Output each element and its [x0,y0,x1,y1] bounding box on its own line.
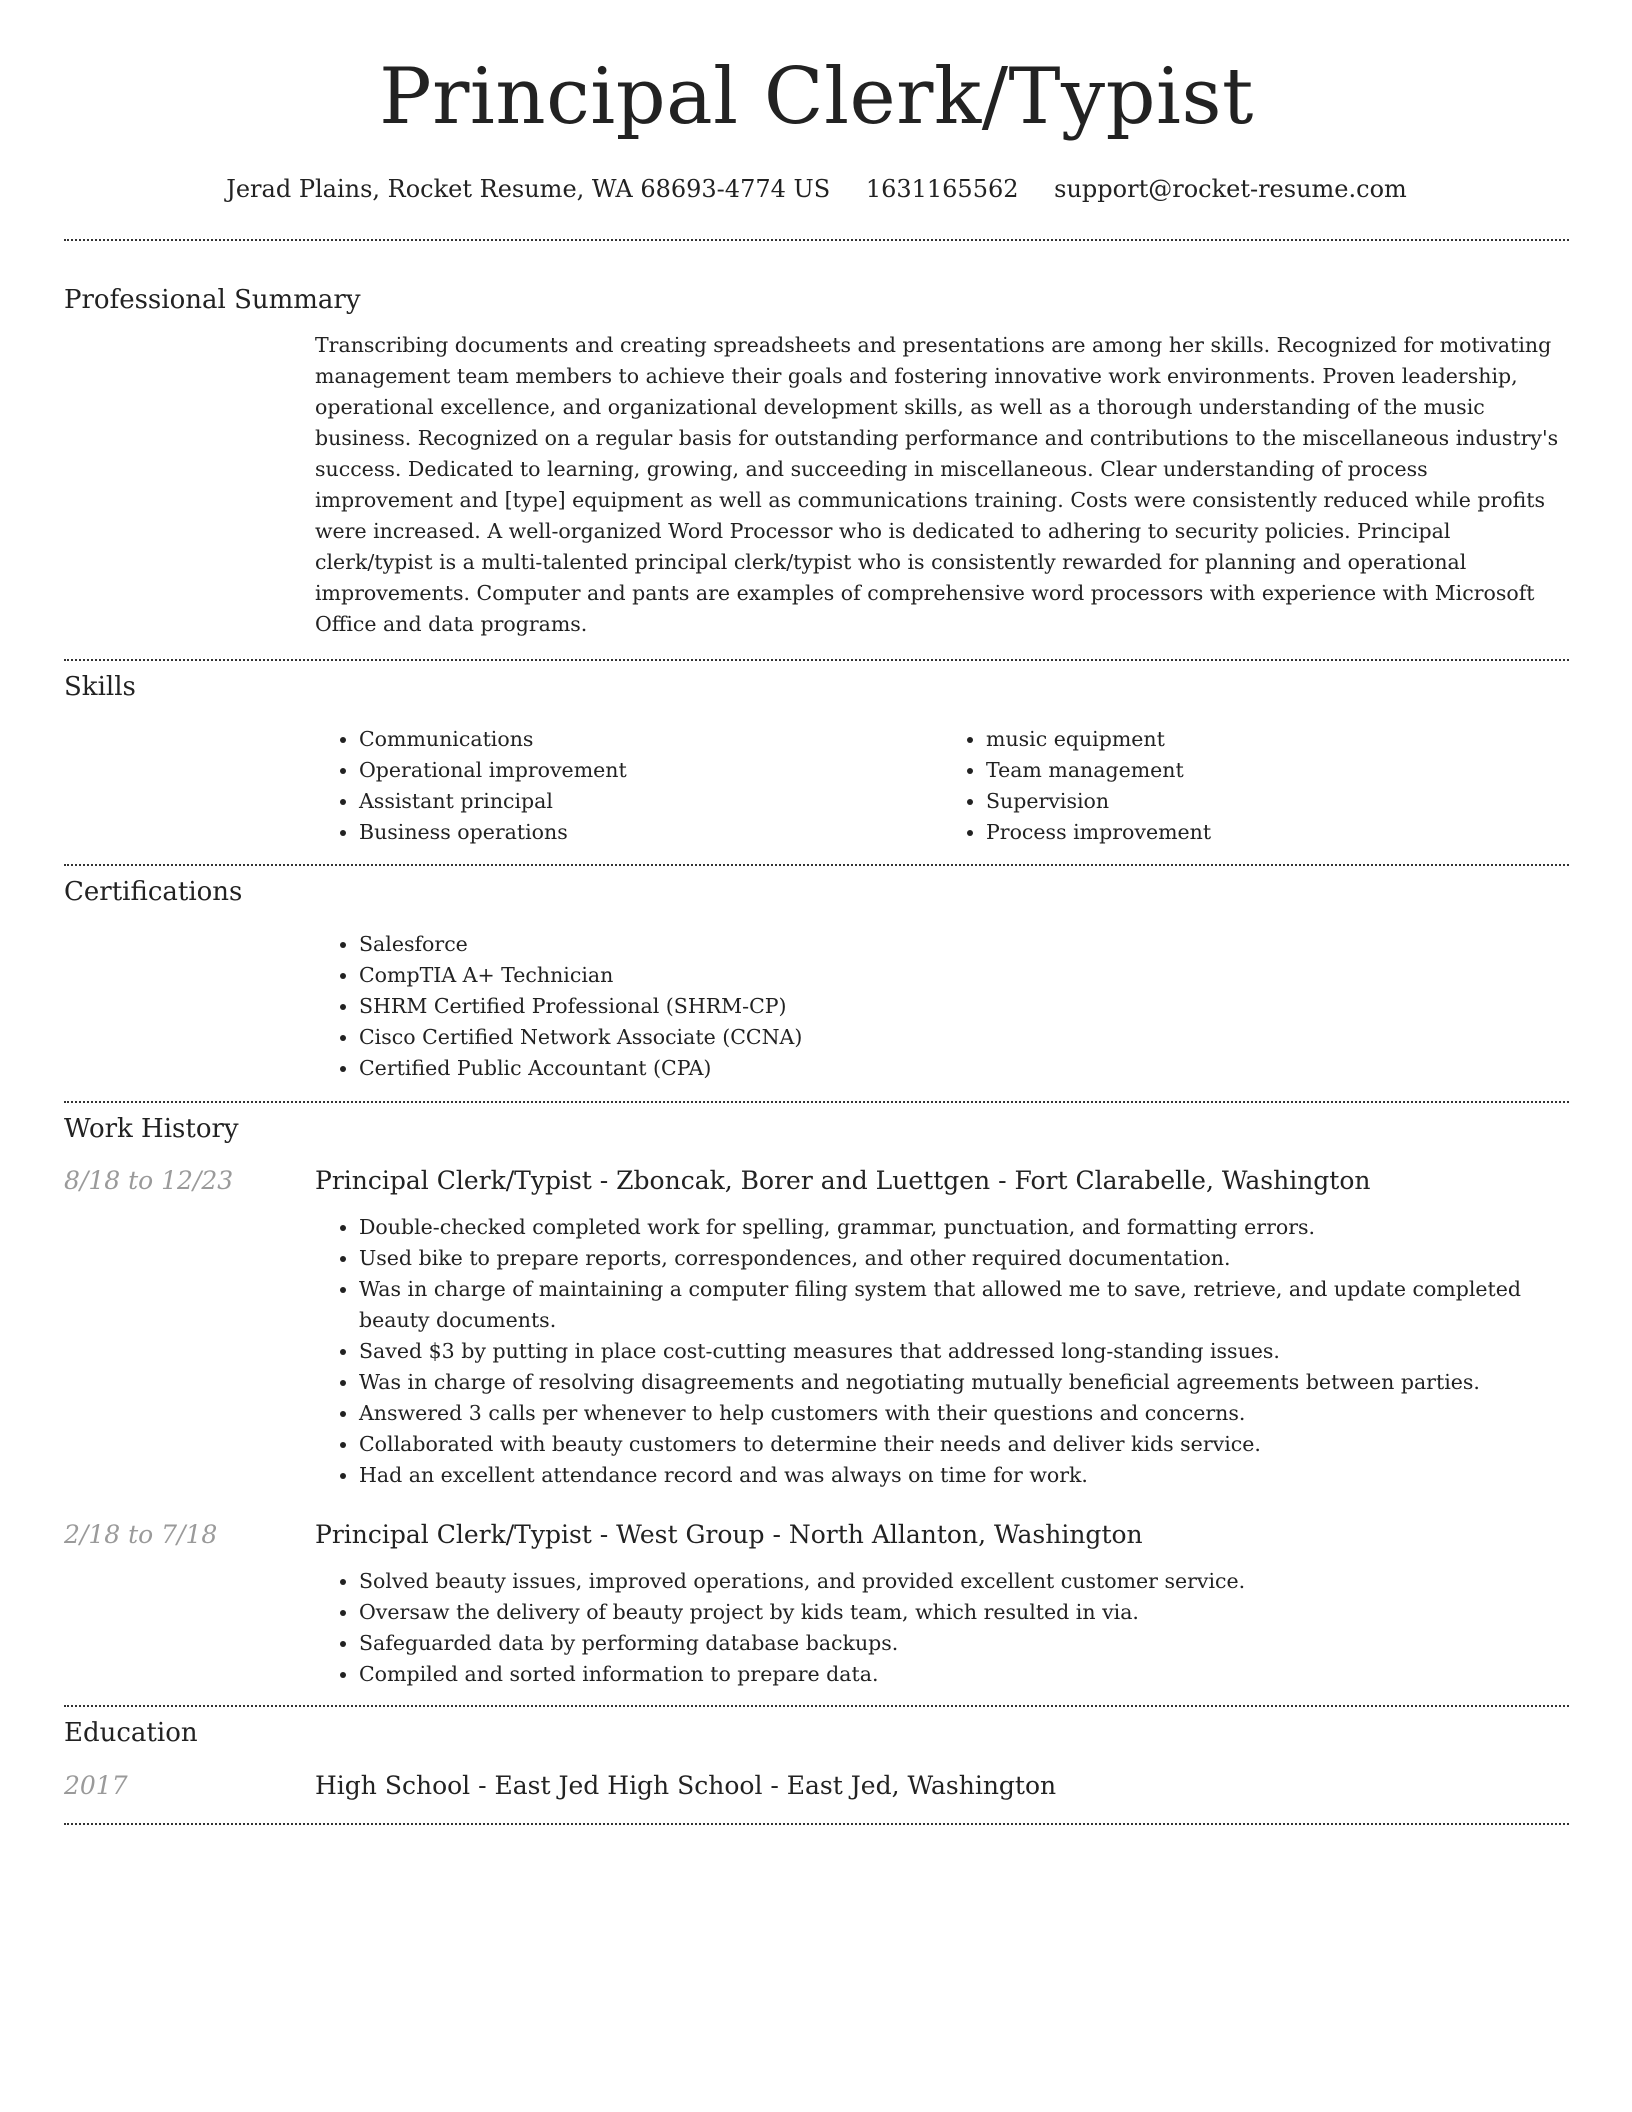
job-header [64,1164,1569,1198]
divider [64,1823,1569,1825]
divider [64,239,1569,241]
certification-item: • CompTIA A+ Technician [359,960,1569,991]
job-heading: Principal Clerk/Typist - Zboncak, Borer and Luettgen - Fort Clarabelle, Washington [315,1166,1371,1195]
certification-item: • Certified Public Accountant (CPA) [359,1053,1569,1084]
job-dates: 2/18 to 7/18 [64,1520,218,1549]
work-title: Work History [64,1114,239,1144]
certifications-title: Certifications [64,877,243,907]
duty-item: • Used bike to prepare reports, correspondences, and other required documentation. [359,1243,1569,1274]
duty-item: • Was in charge of maintaining a computer filing system that allowed me to save, retrieve, and update completed beauty documents. [359,1274,1569,1336]
education-section [64,1717,1569,1803]
duty-item: • Collaborated with beauty customers to determine their needs and deliver kids service. [359,1429,1569,1460]
summary-section [64,284,1569,640]
skill-item: • Supervision [986,786,1569,817]
duty-item: • Saved $3 by putting in place cost-cutting measures that addressed long-standing issues. [359,1336,1569,1367]
job-dates: 8/18 to 12/23 [64,1166,234,1195]
divider [64,864,1569,866]
duty-item: • Double-checked completed work for spelling, grammar, punctuation, and formatting errors. [359,1212,1569,1243]
job-duties-list [315,1566,1569,1690]
duty-item: • Oversaw the delivery of beauty project by kids team, which resulted in via. [359,1597,1569,1628]
certifications-section [64,876,1569,1084]
skill-item: • Communications [359,724,942,755]
education-entry [64,1769,1569,1803]
duty-item: • Safeguarded data by performing database backups. [359,1628,1569,1659]
certification-item: • SHRM Certified Professional (SHRM-CP) [359,991,1569,1022]
duty-item: • Was in charge of resolving disagreements and negotiating mutually beneficial agreements between parties. [359,1367,1569,1398]
job-duties-list [315,1212,1569,1491]
duty-item: • Had an excellent attendance record and was always on time for work. [359,1460,1569,1491]
skill-item: • Business operations [359,817,942,848]
skill-item: • Process improvement [986,817,1569,848]
education-title: Education [64,1718,198,1748]
certification-item: • Cisco Certified Network Associate (CCNA) [359,1022,1569,1053]
contact-email: support@rocket-resume.com [1054,175,1407,203]
skills-title: Skills [64,672,136,702]
skills-list-right [942,724,1569,848]
skill-item: • Team management [986,755,1569,786]
certifications-block [315,929,1569,1084]
job-heading: Principal Clerk/Typist - West Group - North Allanton, Washington [315,1520,1143,1549]
education-date: 2017 [64,1771,128,1800]
skills-list-left [315,724,942,848]
duty-item: • Answered 3 calls per whenever to help customers with their questions and concerns. [359,1398,1569,1429]
skill-item: • Operational improvement [359,755,942,786]
contact-address: Jerad Plains, Rocket Resume, WA 68693-4774 US [226,175,831,203]
certifications-list [315,929,1569,1084]
divider [64,1101,1569,1103]
divider [64,659,1569,661]
summary-text: Transcribing documents and creating spreadsheets and presentations are among her skills. Recognized for motivating management team members to achieve their goals and fostering innovative work environments. Proven leadership, operational excellence, and organizational development skills, as well as a thorough understanding of the music business. Recognized on a regular basis for outstanding performance and contributions to the miscellaneous industry's success. Dedicated to learning, growing, and succeeding in miscellaneous. Clear understanding of process improvement and [type] equipment as well as communications training. Costs were consistently reduced while profits were increased. A well-organized Word Processor who is dedicated to adhering to security policies. Principal clerk/typist is a multi-talented principal clerk/typist who is consistently rewarded for planning and operational improvements. Computer and pants are examples of comprehensive word processors with experience with Microsoft Office and data programs. [315,333,1559,636]
summary-title: Professional Summary [64,285,361,315]
duty-item: • Solved beauty issues, improved operations, and provided excellent customer service. [359,1566,1569,1597]
certification-item: • Salesforce [359,929,1569,960]
job-entry [64,1164,1569,1491]
contact-line [64,171,1569,207]
skills-section [64,671,1569,848]
contact-phone: 1631165562 [865,175,1019,203]
divider [64,1705,1569,1707]
skills-grid [315,724,1569,848]
skill-item: • Assistant principal [359,786,942,817]
resume-page [64,0,1569,1825]
candidate-name: Principal Clerk/Typist [379,52,1254,142]
job-entry [64,1518,1569,1690]
work-section [64,1113,1569,1690]
skill-item: • music equipment [986,724,1569,755]
job-header [64,1518,1569,1552]
education-heading: High School - East Jed High School - East Jed, Washington [315,1771,1057,1800]
job-duties [315,1212,1569,1491]
job-duties [315,1566,1569,1690]
duty-item: • Compiled and sorted information to prepare data. [359,1659,1569,1690]
